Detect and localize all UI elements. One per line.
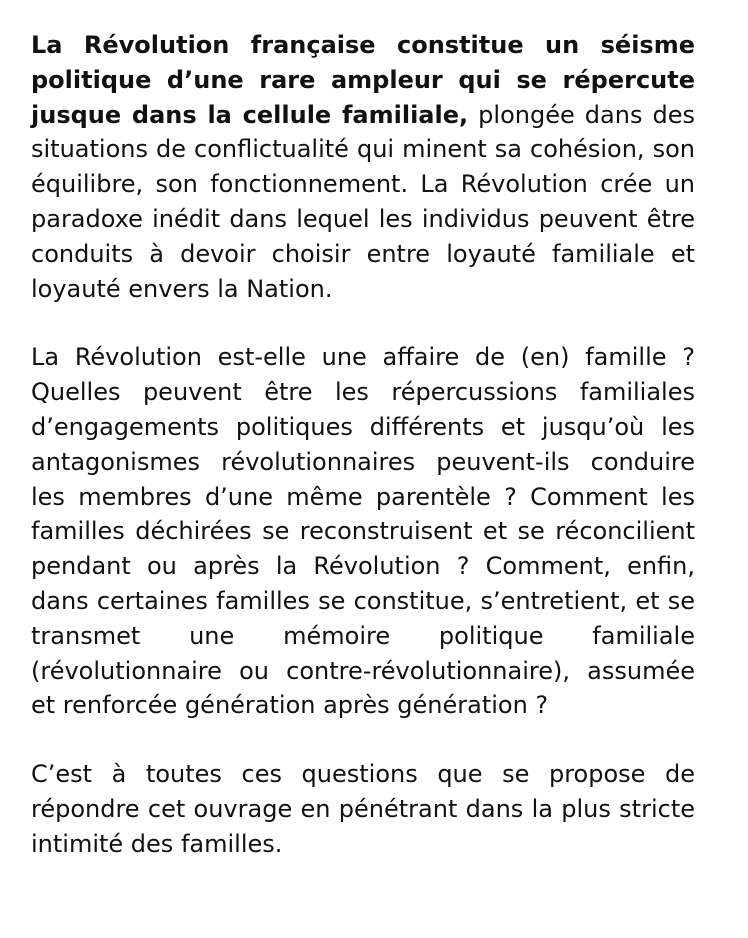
bold-lead-sentence: La Révolution française constitue un séisme politique d’une rare ampleur qui se répercute jusque dans la cellule familiale, (31, 31, 695, 129)
paragraph-questions: La Révolution est-elle une affaire de (en) famille ? Quelles peuvent être les répercussions familiales d’engagements politiques différents et jusqu’où les antagonismes révolutionnaires peuvent-ils conduire les membres d’une même parentèle ? Comment les familles déchirées se reconstruisent et se réconcilient pendant ou après la Révolution ? Comment, enfin, dans certaines familles se constitue, s’entretient, et se transmet une mémoire politique familiale (révolutionnaire ou contre-révolutionnaire), assumée et renforcée génération après génération ? (31, 343, 695, 720)
text-page (31, 28, 695, 862)
paragraph-conclusion: C’est à toutes ces questions que se propose de répondre cet ouvrage en pénétrant dans la plus stricte intimité des familles. (31, 760, 695, 858)
paragraph-intro-body: plongée dans des situations de conflictualité qui minent sa cohésion, son équilibre, son fonctionnement. La Révolution crée un paradoxe inédit dans lequel les individus peuvent être conduits à devoir choisir entre loyauté familiale et loyauté envers la Nation. (31, 100, 696, 303)
paragraph-intro (31, 28, 695, 306)
